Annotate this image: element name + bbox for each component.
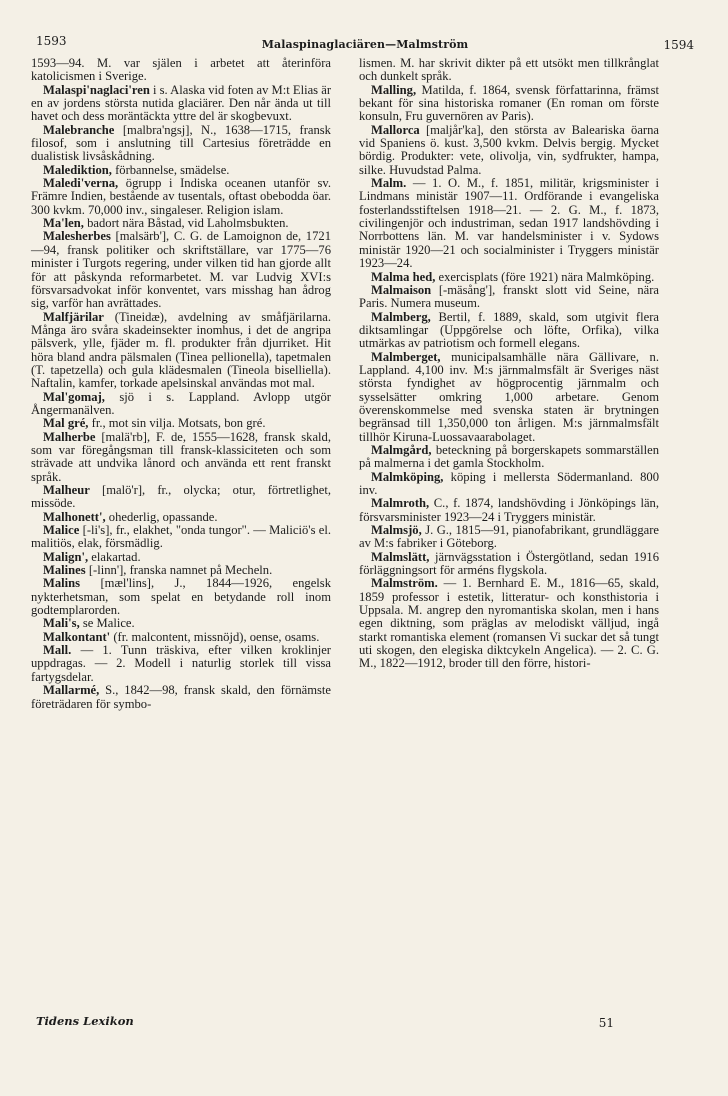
entry-text: (fr. malcontent, missnöjd), oense, osams.: [113, 629, 320, 644]
page-header: [36, 34, 694, 54]
dictionary-entry: [31, 431, 331, 484]
right-column: [359, 57, 659, 671]
entry-headword: Malaspi'naglaci'ren: [43, 82, 150, 97]
entry-headword: Malmaison: [371, 282, 432, 297]
entry-headword: Malling,: [371, 82, 417, 97]
dictionary-entry: [359, 177, 659, 270]
entry-text: — 1. Tunn träskiva, efter vilken kroklinjer uppdragas. — 2. Modell i naturlig storlek till vissa fartygsdelar.: [31, 643, 331, 684]
dictionary-entry: [31, 684, 331, 711]
entry-text: Matilda, f. 1864, svensk författarinna, främst bekant för sina historiska romaner (En roman om förste konsuln, Fru guvernören av Paris).: [359, 82, 659, 124]
entry-text: [-mäsång'], franskt slott vid Seine, nära Paris. Numera museum.: [359, 282, 659, 311]
entry-headword: Malmström.: [371, 576, 438, 591]
dictionary-entry: [31, 484, 331, 511]
entry-headword: Mali's,: [43, 616, 80, 631]
page-number-right: 1594: [663, 38, 694, 52]
entry-headword: Maledi'verna,: [43, 176, 119, 191]
dictionary-entry: [31, 84, 331, 124]
dictionary-entry: [31, 417, 331, 430]
entry-text: 1593—94. M. var själen i arbetet att återinföra katolicismen i Sverige.: [31, 56, 331, 84]
entry-headword: Malines: [43, 563, 86, 578]
entry-text: [malsärb'], C. G. de Lamoignon de, 1721—94, fransk politiker och skriftställare, var 1775—76 minister i Turgots regering, under vilken tid han gjorde allt för att påskynda reformarbetet. M. var Ludvig XVI:s försvarsadvokat inför konventet, vars misshag han ådrog sig, varför han avrättades.: [31, 229, 331, 311]
page-number-left: 1593: [36, 34, 67, 48]
entry-headword: Malmsjö,: [371, 523, 422, 538]
dictionary-entry: [31, 551, 331, 564]
entry-text: [malö'r], fr., olycka; otur, förtretlighet, missöde.: [31, 483, 331, 511]
entry-text: [malbra'ngsj], N., 1638—1715, fransk filosof, som i anslutning till Cartesius företrädde en dualistisk livsåskådning.: [31, 122, 331, 164]
entry-text: fr., mot sin vilja. Motsats, bon gré.: [91, 416, 266, 431]
entry-headword: Mall.: [43, 643, 72, 658]
entry-headword: Malfjärilar: [43, 309, 104, 324]
entry-headword: Malmgård,: [371, 442, 432, 457]
dictionary-entry: [31, 391, 331, 418]
entry-headword: Malm.: [371, 176, 407, 191]
dictionary-entry: [359, 57, 659, 84]
entry-text: (Tineidæ), avdelning av småfjärilarna. Många äro svåra skadeinsekter inomhus, i det de angripa pälsverk, ylle, fjäder m. fl. produkter från djurriket. Hit höra bland andra pälsmalen (Tinea pellionella), tapetmalen (T. tapetzella) och gula klädesmalen (Tineola biselliella). Naftalin, kamfer, torkade apelsinskal användas mot mal.: [31, 309, 331, 391]
entry-headword: Malmslätt,: [371, 549, 430, 564]
entry-headword: Malma hed,: [371, 269, 436, 284]
entry-text: — 1. O. M., f. 1851, militär, krigsminister i Lindmans ministär 1907—11. Ordförande i evangeliska fosterlandsstiftelsen 1918—21. — 2. G. M., f. 1873, civilingenjör och industriman, sedan 1917 landshövding i Norrbottens län. M. var handelsminister i v. Sydows ministär 1920—21 och socialminister i Tryggers ministär 1923—24.: [359, 176, 659, 271]
dictionary-entry: [31, 217, 331, 230]
entry-headword: Malmköping,: [371, 469, 444, 484]
entry-headword: Mallarmé,: [43, 683, 100, 698]
entry-text: [-linn'], franska namnet på Mecheln.: [88, 563, 273, 578]
entry-headword: Malmberg,: [371, 309, 431, 324]
entry-text: [mæl'lins], J., 1844—1926, engelsk nykterhetsman, som spelat en betydande roll inom godtemplarorden.: [31, 576, 331, 618]
dictionary-entry: [359, 524, 659, 551]
entry-text: [malä'rb], F. de, 1555—1628, fransk skald, som var föregångsman till fransk-klassiciteten och som strävade att undvika lånord och använda ett rent franskt språk.: [31, 429, 331, 484]
entry-headword: Malebranche: [43, 122, 115, 137]
dictionary-entry: [359, 497, 659, 524]
entry-headword: Malins: [43, 576, 81, 591]
entry-text: järnvägsstation i Östergötland, sedan 1916 förläggningsort för arméns flygskola.: [359, 549, 659, 578]
entry-text: förbannelse, smädelse.: [115, 162, 230, 177]
dictionary-entry: [31, 564, 331, 577]
entry-text: beteckning på borgerskapets sommarställen på malmerna i det gamla Stockholm.: [359, 442, 659, 471]
entry-headword: Malherbe: [43, 429, 96, 444]
entry-headword: Malkontant': [43, 629, 111, 644]
entry-text: köping i mellersta Södermanland. 800 inv.: [359, 469, 659, 497]
dictionary-entry: [31, 230, 331, 310]
entry-headword: Malice: [43, 523, 80, 538]
entry-text: C., f. 1874, landshövding i Jönköpings län, försvarsminister 1923—24 i Tryggers ministär.: [359, 496, 659, 524]
entry-headword: Malmberget,: [371, 349, 441, 364]
entry-text: municipalsamhälle nära Gällivare, n. Lappland. 4,100 inv. M:s järnmalmsfält är Sveriges näst största fyndighet av högprocentig järnmalm och sysselsätter omkring 1,000 arbetare. Genom överenskommelse med svenska staten är brytningen begränsad till 1,350,000 ton årligen. M:s järnmalmsfält tillhör Kiruna-Luossavaarabolaget.: [359, 349, 659, 444]
entry-headword: Malign',: [43, 549, 89, 564]
entry-text: i s. Alaska vid foten av M:t Elias är en av jordens största nutida glaciärer. Den når ända ut till havet och dess moräntäckta yttre del är skogbevuxt.: [31, 82, 332, 124]
dictionary-entry: [31, 311, 331, 391]
entry-headword: Ma'len,: [43, 216, 84, 231]
entry-text: badort nära Båstad, vid Laholmsbukten.: [87, 216, 289, 231]
entry-text: elakartad.: [91, 549, 141, 564]
entry-text: exercisplats (före 1921) nära Malmköping.: [438, 269, 655, 284]
entry-text: ögrupp i Indiska oceanen utanför sv. Främre Indien, bestående av tusentals, oftast obebodda öar. 300 kvkm. 70,000 inv., singaleser. Religion islam.: [31, 176, 332, 217]
publication-name: Tidens Lexikon: [36, 1014, 134, 1028]
left-column: [31, 57, 331, 711]
dictionary-entry: [359, 84, 659, 124]
entry-text: — 1. Bernhard E. M., 1816—65, skald, 1859 professor i estetik, litteratur- och konsthistoria i Uppsala. M. angrep den nyromantiska skolan, men i hans egen diktning, som präglas av melodiskt välljud, ingå starkt romantiska element (romansen Vi suckar det så tungt uti skogen, den elegiska diktcykeln Angelica). — 2. C. G. M., 1822—1912, broder till den förre, histori-: [359, 576, 659, 671]
entry-headword: Malesherbes: [43, 229, 111, 244]
entry-text: lismen. M. har skrivit dikter på ett utsökt men tillkrånglat och dunkelt språk.: [359, 56, 659, 84]
dictionary-entry: [359, 551, 659, 578]
dictionary-entry: [31, 577, 331, 617]
dictionary-entry: [359, 284, 659, 311]
dictionary-entry: [359, 351, 659, 444]
entry-text: ohederlig, opassande.: [108, 509, 218, 524]
entry-headword: Mal'gomaj,: [43, 389, 105, 404]
entry-text: [-li's], fr., elakhet, "onda tungor". — Maliciö's el. malitiös, elak, försmädlig.: [31, 523, 331, 551]
entry-headword: Mal gré,: [43, 416, 89, 431]
entry-headword: Malhonett',: [43, 509, 106, 524]
dictionary-entry: [31, 644, 331, 684]
entry-headword: Malmroth,: [371, 496, 430, 511]
dictionary-entry: [31, 177, 331, 217]
footer-page-number: 51: [598, 1016, 614, 1030]
entry-text: Bertil, f. 1889, skald, som utgivit flera diktsamlingar (Uppgörelse och löfte, Orfika), vilka utmärkas av patriotism och formell elegans.: [359, 309, 659, 351]
entry-headword: Malediktion,: [43, 162, 112, 177]
entry-headword: Malheur: [43, 483, 90, 497]
dictionary-entry: [359, 444, 659, 471]
entry-text: J. G., 1815—91, pianofabrikant, grundläggare av M:s fabriker i Göteborg.: [359, 523, 659, 551]
dictionary-entry: [31, 164, 331, 177]
entry-headword: Mallorca: [371, 122, 420, 137]
dictionary-entry: [31, 511, 331, 524]
dictionary-entry: [31, 57, 331, 84]
dictionary-entry: [359, 577, 659, 670]
entry-text: se Malice.: [82, 616, 135, 631]
dictionary-entry: [31, 524, 331, 551]
dictionary-entry: [359, 471, 659, 498]
entry-text: [maljår'ka], den största av Baleariska öarna vid Spaniens ö. kust. 3,500 kvkm. Delvis bergig. Mycket bördig. Produkter: vete, olivolja, vin, sydfrukter, hampa, silke. Huvudstad Palma.: [359, 122, 659, 177]
dictionary-entry: [359, 311, 659, 351]
dictionary-entry: [31, 124, 331, 164]
dictionary-entry: [359, 271, 659, 284]
entry-text: S., 1842—98, fransk skald, den förnämste företrädaren för symbo-: [31, 683, 331, 711]
dictionary-entry: [31, 617, 331, 630]
dictionary-entry: [359, 124, 659, 177]
dictionary-entry: [31, 631, 331, 644]
entry-text: sjö i s. Lappland. Avlopp utgör Ångermanälven.: [31, 389, 331, 417]
page-footer: [36, 1014, 614, 1032]
running-title: Malaspinaglaciären—Malmström: [261, 38, 469, 51]
